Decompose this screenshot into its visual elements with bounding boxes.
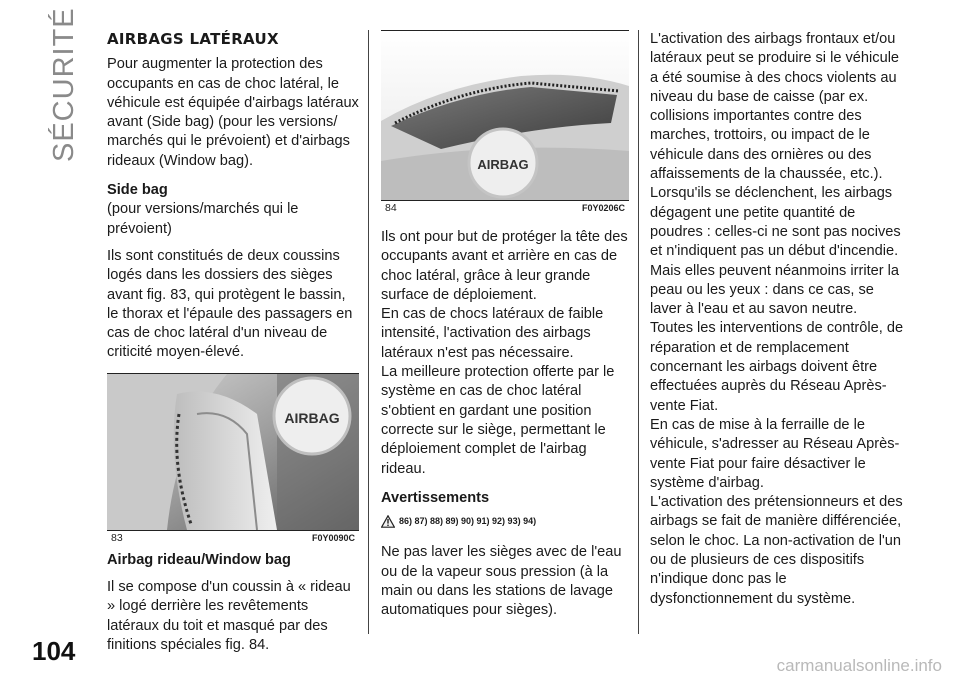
car-window-airbag-illustration — [381, 31, 629, 200]
intro-paragraph: Pour augmenter la protection des occupants en cas de choc latéral, le véhicule est équipée d'airbags latéraux avant (Side bag) (pour les versions/ marchés qui le prévoient) et d'airbags rideaux (Window bag). — [107, 56, 359, 169]
seat-airbag-illustration — [107, 374, 359, 530]
warning-references — [381, 512, 629, 531]
figure-84 — [381, 30, 629, 215]
figure-code: F0Y0206C — [581, 203, 625, 213]
page-number: 104 — [32, 636, 76, 666]
watermark: carmanualsonline.info — [776, 656, 942, 675]
column-3 — [650, 30, 906, 609]
window-bag-title: Airbag rideau/Window bag — [107, 551, 291, 568]
figure-83 — [107, 373, 359, 545]
side-bag-title: Side bag — [107, 182, 168, 199]
figure-number: 84 — [385, 202, 397, 214]
warning-reference-list: 86) 87) 88) 89) 90) 91) 92) 93) 94) — [399, 516, 537, 527]
figure-84-caption — [381, 201, 629, 215]
window-bag-paragraph: Il se compose d'un coussin à « rideau » logé derrière les revêtements latéraux du toit et masqué par des finitions spéciales fig. 84. — [107, 579, 351, 653]
warning-triangle-icon — [381, 515, 395, 528]
figure-83-caption — [107, 531, 359, 545]
pretensioner-paragraph: L'activation des prétensionneurs et des airbags se fait de manière différenciée, selon le choc. La non-activation de l'un ou de plusieurs de ces dispositifs n'indique donc pas le dysfonctionnement du système. — [650, 494, 903, 607]
seating-position-note: La meilleure protection offerte par le système en cas de choc latéral s'obtient en gardant une position correcte sur le siège, permettant le déploiement complet de l'airbag rideau. — [381, 364, 615, 477]
figure-number: 83 — [111, 531, 123, 544]
section-tab — [48, 7, 84, 162]
section-tab-label: SÉCURITÉ — [48, 7, 80, 162]
column-1 — [107, 28, 359, 663]
activation-paragraph: L'activation des airbags frontaux et/ou latéraux peut se produire si le véhicule a été soumise à des chocs violents au niveau du base de caisse (par ex. collisions importantes contre des marches, trottoirs, ou impact de le véhicule dans des ornières ou des affaissements de la chaussée, etc.). — [650, 31, 900, 183]
figure-83-badge: AIRBAG — [284, 409, 340, 426]
figure-code: F0Y0090C — [311, 532, 355, 543]
warnings-title: Avertissements — [381, 489, 490, 506]
curtain-airbag-purpose: Ils ont pour but de protéger la tête des occupants avant et arrière en cas de choc latéral, grâce à leur grande surface de déploiement. — [381, 229, 628, 303]
side-bag-paragraph: Ils sont constitués de deux coussins logés dans les dossiers des sièges avant fig. 83, qui protègent le bassin, le thorax et l'épaule des passagers en cas de choc latéral d'un niveau de criticité moyen-élevé. — [107, 247, 353, 361]
section-heading: AIRBAGS LATÉRAUX — [107, 30, 279, 48]
column-2 — [381, 228, 629, 629]
service-paragraph: Toutes les interventions de contrôle, de réparation et de remplacement concernant les airbags doivent être effectuées auprès du Réseau Après-vente Fiat. — [650, 320, 904, 414]
low-intensity-note: En cas de chocs latéraux de faible intensité, l'activation des airbags latéraux n'est pas nécessaire. — [381, 306, 604, 361]
figure-84-badge: AIRBAG — [477, 157, 529, 172]
seat-washing-warning: Ne pas laver les sièges avec de l'eau ou de la vapeur sous pression (à la main ou dans les stations de lavage automatiques pour sièges). — [381, 544, 622, 619]
powder-paragraph: Lorsqu'ils se déclenchent, les airbags dégagent une petite quantité de poudres : celles-ci ne sont pas nocives et n'indiquent pas un début d'incendie. Mais elles peuvent néanmoins irriter la peau ou les yeux : dans ce cas, se laver à l'eau et au savon neutre. — [650, 185, 901, 318]
side-bag-subtitle: (pour versions/marchés qui le prévoient) — [107, 201, 299, 237]
column-divider — [368, 30, 369, 634]
column-divider — [638, 30, 639, 634]
scrapping-paragraph: En cas de mise à la ferraille de le véhicule, s'adresser au Réseau Après-vente Fiat pour faire désactiver le système d'airbag. — [650, 416, 900, 491]
